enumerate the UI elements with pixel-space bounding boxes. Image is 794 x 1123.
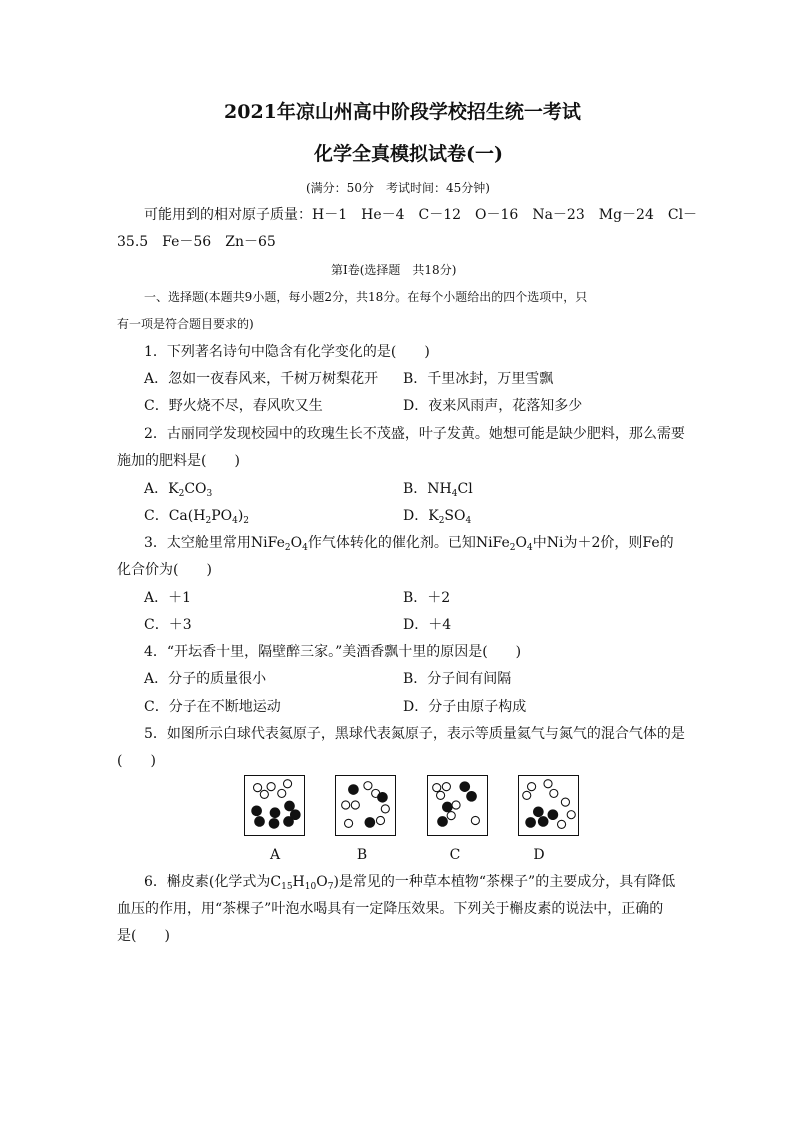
score-info: (满分：50分 考试时间：45分钟)	[306, 181, 490, 195]
q5-label-d: D	[533, 847, 545, 863]
q1-option-b: B．千里冰封，万里雪飘	[403, 371, 554, 387]
q3-option-b: B．＋2	[403, 590, 451, 606]
q4-option-a: A．分子的质量很小	[144, 671, 267, 687]
q3-stem-line-1: 3．太空舱里常用$NiFe_2O_4$作气体转化的催化剂。已知$NiFe_2O_4$中Ni为＋2价，则Fe的	[144, 535, 674, 553]
q4-stem: 4．“开坛香十里，隔壁醉三家。”美酒香飘十里的原因是( )	[144, 644, 522, 660]
q3-option-a: A．＋1	[144, 590, 192, 606]
q3-option-d: D．＋4	[403, 617, 452, 633]
particle-diagram-c	[428, 776, 487, 835]
section-1-instructions-line-1: 一、选择题(本题共9小题，每小题2分，共18分。在每个小题给出的四个选项中，只	[144, 290, 588, 304]
q5-label-b: B	[356, 847, 368, 863]
q3-stem-line-2: 化合价为( )	[117, 562, 212, 578]
q6-stem-line-1: 6．槲皮素(化学式为$C_{15}H_{10}O_7$)是常见的一种草本植物“茶棵子”的主要成分，具有降低	[144, 874, 676, 892]
particle-diagram-b	[336, 776, 395, 835]
particle-diagram-a	[245, 776, 304, 835]
q6-stem-line-3: 是( )	[117, 928, 170, 944]
q5-stem-line-1: 5．如图所示白球代表氦原子，黑球代表氮原子，表示等质量氦气与氮气的混合气体的是	[144, 726, 685, 742]
q5-figure-b	[335, 775, 396, 836]
q4-option-b: B．分子间有间隔	[403, 671, 512, 687]
q5-figure-c	[427, 775, 488, 836]
q1-option-c: C．野火烧不尽，春风吹又生	[144, 398, 323, 414]
q2-option-a: A．$K_2CO_3$	[144, 481, 213, 499]
part-1-heading: 第Ⅰ卷(选择题 共18分)	[331, 263, 457, 277]
atomic-mass-line-1: 可能用到的相对原子质量：H－1 He－4 C－12 O－16 Na－23 Mg－24 Cl－	[144, 207, 698, 223]
q4-option-c: C．分子在不断地运动	[144, 699, 281, 715]
particle-diagram-d	[519, 776, 578, 835]
q2-stem-line-1: 2．古丽同学发现校园中的玫瑰生长不茂盛，叶子发黄。她想可能是缺少肥料，那么需要	[144, 426, 685, 442]
q5-figure-a	[244, 775, 305, 836]
q3-option-c: C．＋3	[144, 617, 192, 633]
atomic-mass-line-2: 35.5 Fe－56 Zn－65	[117, 234, 276, 250]
q5-label-a: A	[269, 847, 281, 863]
q5-figure-d	[518, 775, 579, 836]
q1-option-d: D．夜来风雨声，花落知多少	[403, 398, 583, 414]
q5-label-c: C	[449, 847, 461, 863]
q1-option-a: A．忽如一夜春风来，千树万树梨花开	[144, 371, 379, 387]
exam-title: 2021年凉山州高中阶段学校招生统一考试	[224, 101, 581, 123]
q1-stem: 1．下列著名诗句中隐含有化学变化的是( )	[144, 344, 430, 360]
q2-option-b: B．$NH_4Cl$	[403, 481, 473, 499]
exam-subtitle: 化学全真模拟试卷(一)	[314, 143, 503, 165]
q2-option-c: C．$Ca(H_2PO_4)_2$	[144, 508, 250, 526]
section-1-instructions-line-2: 有一项是符合题目要求的)	[117, 317, 254, 331]
q2-option-d: D．$K_2SO_4$	[403, 508, 472, 526]
q2-stem-line-2: 施加的肥料是( )	[117, 453, 240, 469]
q6-stem-line-2: 血压的作用，用“茶棵子”叶泡水喝具有一定降压效果。下列关于槲皮素的说法中，正确的	[117, 901, 664, 917]
q4-option-d: D．分子由原子构成	[403, 699, 527, 715]
q5-stem-line-2: ( )	[117, 753, 156, 769]
